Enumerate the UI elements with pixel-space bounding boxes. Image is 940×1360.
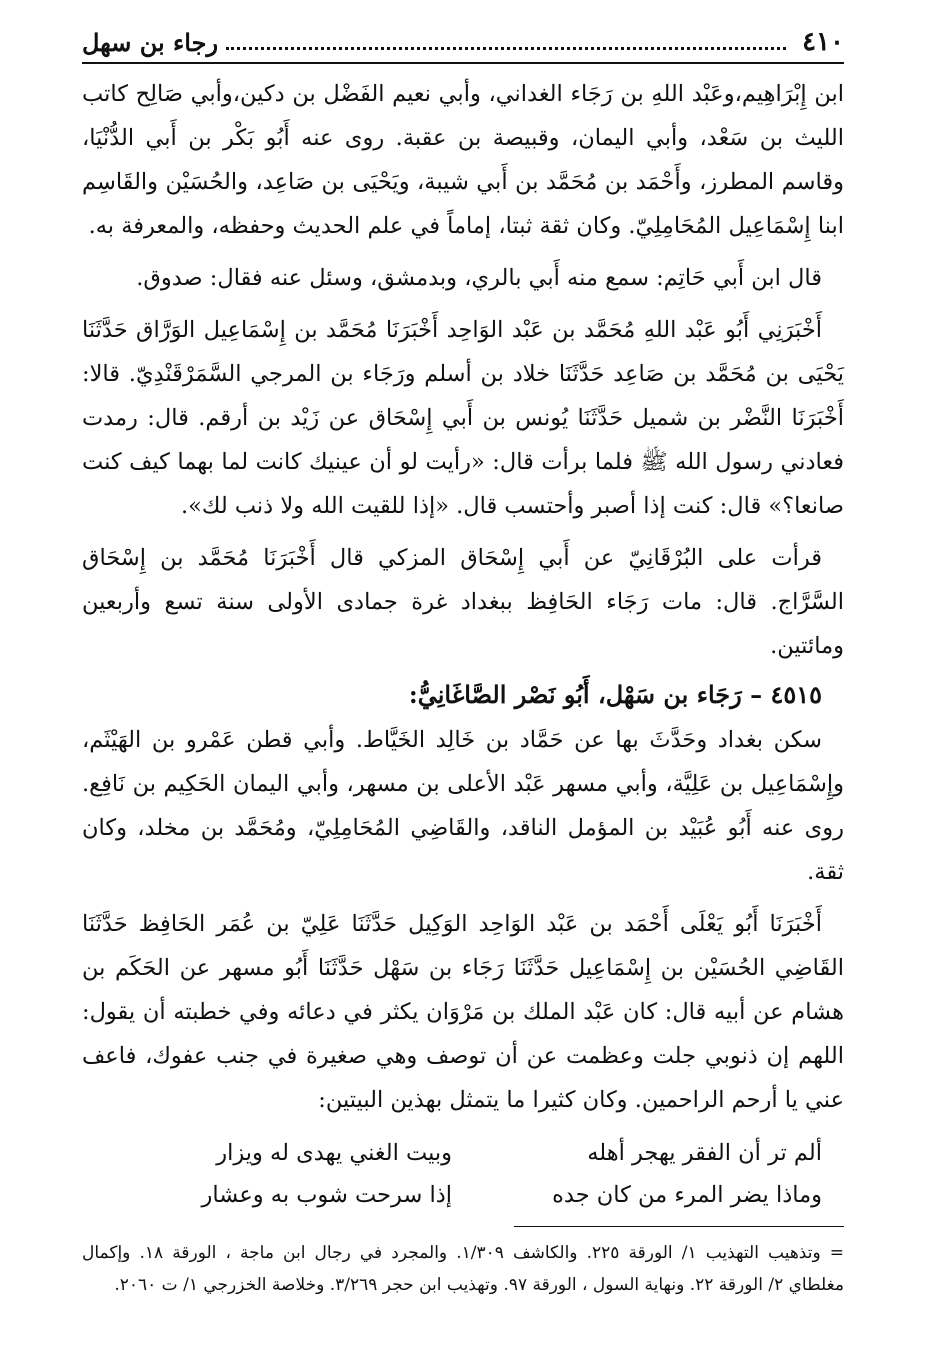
page-number: ٤١٠: [802, 27, 844, 57]
paragraph-hadith-isnad: أَخْبَرَنِي أَبُو عَبْد اللهِ مُحَمَّد بن عَبْد الوَاحِد أَخْبَرَنَا مُحَمَّد بن إِسْمَاعِيل الوَرَّاق حَدَّثَنَا يَحْيَى بن مُحَمَّد بن صَاعِد حَدَّثَنَا خلاد بن أسلم ورَجَاء بن المرجي السَّمَرْقَنْدِيّ. قالا: أَخْبَرَنَا النَّضْر بن شميل حَدَّثَنَا يُونس بن أَبي إِسْحَاق عن زَيْد بن أرقم. قال: رمدت فعادني رسول الله ﷺ فلما برأت قال: «رأيت لو أن عينيك كانت لما بهما كيف كنت صانعا؟» قال: كنت إذا أصبر وأحتسب قال. «إذا للقيت الله ولا ذنب لك».: [82, 317, 844, 519]
verse-second-hemistich: وبيت الغني يهدى له ويزار: [216, 1140, 452, 1166]
header-dot-leader: [226, 47, 786, 50]
paragraph-entry-biography: سكن بغداد وحَدَّثَ بها عن حَمَّاد بن خَالِد الخَيَّاط. وأبي قطن عَمْرو بن الهَيْثَم، وإِسْمَاعِيل بن عَلِيَّة، وأبي مسهر عَبْد الأعلى بن مسهر، وأبي اليمان الحَكِيم بن نَافِع. روى عنه أَبُو عُبَيْد بن المؤمل الناقد، والقَاضِي المُحَامِلِيّ، ومُحَمَّد بن مخلد، وكان ثقة.: [82, 727, 844, 885]
verse-first-hemistich: وماذا يضر المرء من كان جده: [552, 1182, 822, 1208]
book-page: [82, 22, 844, 1301]
running-title: رجاء بن سهل: [82, 27, 219, 57]
entry-heading: ٤٥١٥ – رَجَاء بن سَهْل، أَبُو نَصْر الصَّاغَانِيُّ:: [408, 680, 822, 709]
verse-second-hemistich: إذا سرحت شوب به وعشار: [201, 1182, 452, 1208]
footnote-text: = وتذهيب التهذيب ١/ الورقة ٢٢٥. والكاشف ١/٣٠٩. والمجرد في رجال ابن ماجة ، الورقة ١٨. وإكمال مغلطاي ٢/ الورقة ٢٢. ونهاية السول ، الورقة ٩٧. وتهذيب ابن حجر ٣/٢٦٩. وخلاصة الخزرجي ١/ ت ٢٠٦٠.: [82, 1243, 844, 1295]
poem-verses: [122, 1132, 822, 1216]
paragraph-entry-narration: أَخْبَرَنَا أَبُو يَعْلَى أَحْمَد بن عَبْد الوَاحِد الوَكِيل حَدَّثَنَا عَلِيّ بن عُمَر الحَافِظ حَدَّثَنَا القَاضِي الحُسَيْن بن إِسْمَاعِيل حَدَّثَنَا رَجَاء بن سَهْل حَدَّثَنَا أَبُو مسهر عن الحَكَم بن هشام عن أبيه قال: كان عَبْد الملك بن مَرْوَان يكثر في دعائه وفي خطبته أن يقول: اللهم إن ذنوبي جلت وعظمت عن أن توصف وهي صغيرة في جنب عفوك، فاعف عني يا أرحم الراحمين. وكان كثيرا ما يتمثل بهذين البيتين:: [82, 911, 844, 1113]
paragraph-death-date: قرأت على البُرْقَانِيّ عن أَبي إِسْحَاق المزكي قال أَخْبَرَنَا مُحَمَّد بن إِسْحَاق السَّرَّاج. قال: مات رَجَاء الحَافِظ ببغداد غرة جمادى الأولى سنة تسع وأربعين ومائتين.: [82, 545, 844, 659]
footnote-separator: [514, 1226, 844, 1227]
paragraph-ibn-abi-hatim: قال ابن أَبي حَاتِم: سمع منه أَبي بالري، وبدمشق، وسئل عنه فقال: صدوق.: [136, 265, 822, 291]
poem-verse: [122, 1132, 822, 1174]
poem-verse: [122, 1174, 822, 1216]
main-text: [82, 72, 844, 1216]
paragraph-continuation: ابن إِبْرَاهِيم،وعَبْد اللهِ بن رَجَاء الغداني، وأبي نعيم الفَضْل بن دكين،وأبي صَالِح كاتب الليث بن سَعْد، وأبي اليمان، وقبيصة بن عقبة. روى عنه أَبُو بَكْر بن أَبي الدُّنْيَا، وقاسم المطرز، وأَحْمَد بن مُحَمَّد بن أَبي شيبة، ويَحْيَى بن صَاعِد، والحُسَيْن والقَاسِم ابنا إِسْمَاعِيل المُحَامِلِيّ. وكان ثقة ثبتا، إماماً في علم الحديث وحفظه، والمعرفة به.: [82, 81, 844, 239]
running-header: [82, 22, 844, 64]
verse-first-hemistich: ألم تر أن الفقر يهجر أهله: [587, 1140, 822, 1166]
footnotes: [82, 1237, 844, 1301]
